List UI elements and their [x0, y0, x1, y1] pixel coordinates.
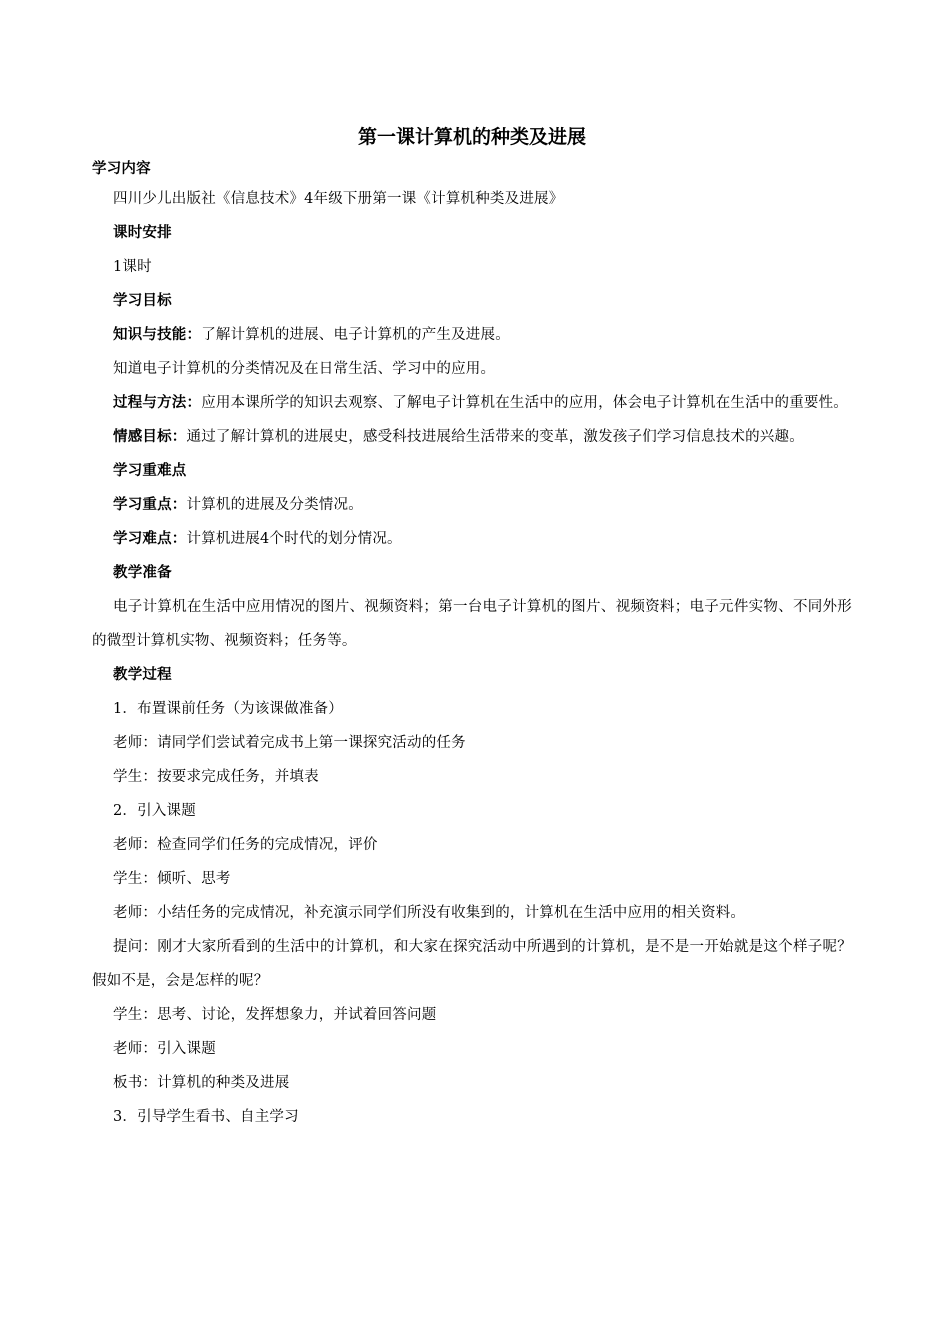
goal-knowledge — [92, 318, 852, 352]
section-heading-prep: 教学准备 — [113, 565, 172, 581]
process-line: 学生：按要求完成任务，并填表 — [113, 769, 319, 785]
document-page — [92, 118, 852, 1134]
section-heading-goals: 学习目标 — [113, 293, 172, 309]
process-line: 2．引入课题 — [113, 803, 196, 819]
section-heading-process: 教学过程 — [113, 667, 172, 683]
goal-emotion — [92, 420, 852, 454]
goal-process-text: 应用本课所学的知识去观察、了解电子计算机在生活中的应用，体会电子计算机在生活中的重要性。 — [201, 395, 848, 411]
process-line: 学生：思考、讨论，发挥想象力，并试着回答问题 — [113, 1007, 437, 1023]
goal-knowledge-text: 了解计算机的进展、电子计算机的产生及进展。 — [201, 327, 510, 343]
process-line: 老师：检查同学们任务的完成情况，评价 — [113, 837, 378, 853]
document-title: 第一课计算机的种类及进展 — [357, 126, 586, 148]
goal-emotion-text: 通过了解计算机的进展史，感受科技进展给生活带来的变革，激发孩子们学习信息技术的兴趣。 — [186, 429, 804, 445]
section-heading-schedule: 课时安排 — [113, 225, 172, 241]
goal-process-label: 过程与方法： — [113, 395, 202, 411]
schedule-text: 1课时 — [113, 259, 152, 275]
section-heading-content: 学习内容 — [92, 161, 151, 177]
key-point-label: 学习重点： — [113, 497, 187, 513]
process-line: 老师：请同学们尝试着完成书上第一课探究活动的任务 — [113, 735, 466, 751]
key-point-text: 计算机的进展及分类情况。 — [186, 497, 363, 513]
process-line: 学生：倾听、思考 — [113, 871, 231, 887]
goal-knowledge-extra: 知道电子计算机的分类情况及在日常生活、学习中的应用。 — [113, 361, 496, 377]
process-line: 3．引导学生看书、自主学习 — [113, 1109, 299, 1125]
goal-emotion-label: 情感目标： — [113, 429, 187, 445]
difficulty-point — [92, 522, 852, 556]
process-line: 老师：引入课题 — [113, 1041, 216, 1057]
content-text: 四川少儿出版社《信息技术》4年级下册第一课《计算机种类及进展》 — [113, 191, 564, 207]
difficulty-point-label: 学习难点： — [113, 531, 187, 547]
key-point — [92, 488, 852, 522]
process-line: 1．布置课前任务（为该课做准备） — [113, 701, 343, 717]
goal-process — [92, 386, 852, 420]
process-line: 提问：刚才大家所看到的生活中的计算机，和大家在探究活动中所遇到的计算机，是不是一开始就是这个样子呢？假如不是，会是怎样的呢？ — [92, 939, 852, 989]
process-line: 老师：小结任务的完成情况，补充演示同学们所没有收集到的，计算机在生活中应用的相关资料。 — [113, 905, 746, 921]
section-heading-keypoints: 学习重难点 — [113, 463, 187, 479]
goal-knowledge-label: 知识与技能： — [113, 327, 202, 343]
process-line: 板书：计算机的种类及进展 — [113, 1075, 290, 1091]
prep-text: 电子计算机在生活中应用情况的图片、视频资料；第一台电子计算机的图片、视频资料；电子元件实物、不同外形的微型计算机实物、视频资料；任务等。 — [92, 599, 852, 649]
difficulty-point-text: 计算机进展4个时代的划分情况。 — [186, 531, 402, 547]
